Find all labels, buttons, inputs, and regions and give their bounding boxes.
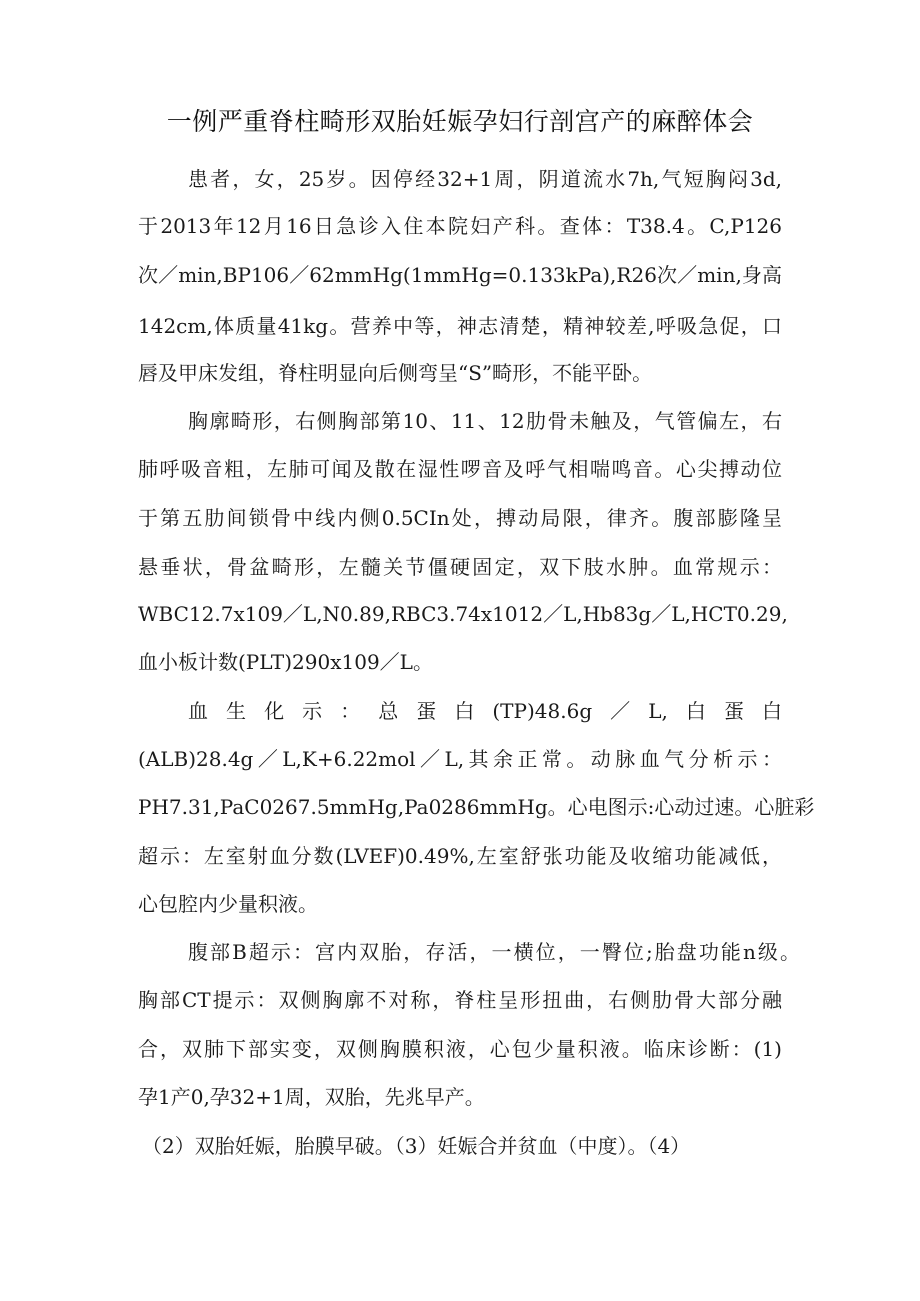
text-line: 血小板计数(PLT)290x109／L。 — [138, 650, 433, 674]
text-line: （2）双胎妊娠，胎膜早破。（3）妊娠合并贫血（中度）。（4） — [142, 1134, 691, 1158]
text-line: 孕1产0,孕32+1周，双胎，先兆早产。 — [138, 1085, 485, 1109]
document-title: 一例严重脊柱畸形双胎妊娠孕妇行剖宫产的麻醉体会 — [166, 107, 754, 136]
text-line: 腹部B超示：宫内双胎，存活，一横位，一臀位;胎盘功能n级。 — [188, 940, 800, 964]
text-line: 悬垂状，骨盆畸形，左髓关节僵硬固定，双下肢水肿。血常规示： — [138, 555, 782, 579]
text-line: PH7.31,PaC0267.5mmHg,Pa0286mmHg。心电图示:心动过速。心脏彩 — [138, 795, 815, 819]
text-line: 血生化示：总蛋白(TP)48.6g／L,白蛋白 — [188, 699, 782, 723]
text-line: 于2013年12月16日急诊入住本院妇产科。查体：T38.4。C,P126 — [138, 214, 782, 238]
text-line: 唇及甲床发组，脊柱明显向后侧弯呈“S”畸形，不能平卧。 — [138, 361, 653, 385]
text-line: 肺呼吸音粗，左肺可闻及散在湿性啰音及呼气相喘鸣音。心尖搏动位 — [138, 457, 782, 481]
text-line: 次／min,BP106／62mmHg(1mmHg=0.133kPa),R26次／min,身高 — [138, 263, 782, 287]
text-line: 心包腔内少量积液。 — [138, 892, 318, 916]
text-line: 胸部CT提示：双侧胸廓不对称，脊柱呈形扭曲，右侧肋骨大部分融 — [138, 988, 782, 1012]
text-line: 于第五肋间锁骨中线内侧0.5CIn处，搏动局限，律齐。腹部膨隆呈 — [138, 506, 782, 530]
text-line: 142cm,体质量41kg。营养中等，神志清楚，精神较差,呼吸急促，口 — [138, 314, 782, 338]
text-line: 胸廓畸形，右侧胸部第10、11、12肋骨未触及，气管偏左，右 — [188, 409, 782, 433]
text-line: 患者，女，25岁。因停经32+1周，阴道流水7h,气短胸闷3d, — [188, 167, 782, 191]
text-line: 超示：左室射血分数(LVEF)0.49%,左室舒张功能及收缩功能减低， — [138, 844, 782, 868]
text-line: (ALB)28.4g／L,K+6.22mol／L,其余正常。动脉血气分析示： — [138, 747, 782, 771]
text-line: 合，双肺下部实变，双侧胸膜积液，心包少量积液。临床诊断：(1) — [138, 1037, 782, 1061]
text-line: WBC12.7x109／L,N0.89,RBC3.74x1012／L,Hb83g／L,HCT0.29, — [138, 602, 788, 626]
